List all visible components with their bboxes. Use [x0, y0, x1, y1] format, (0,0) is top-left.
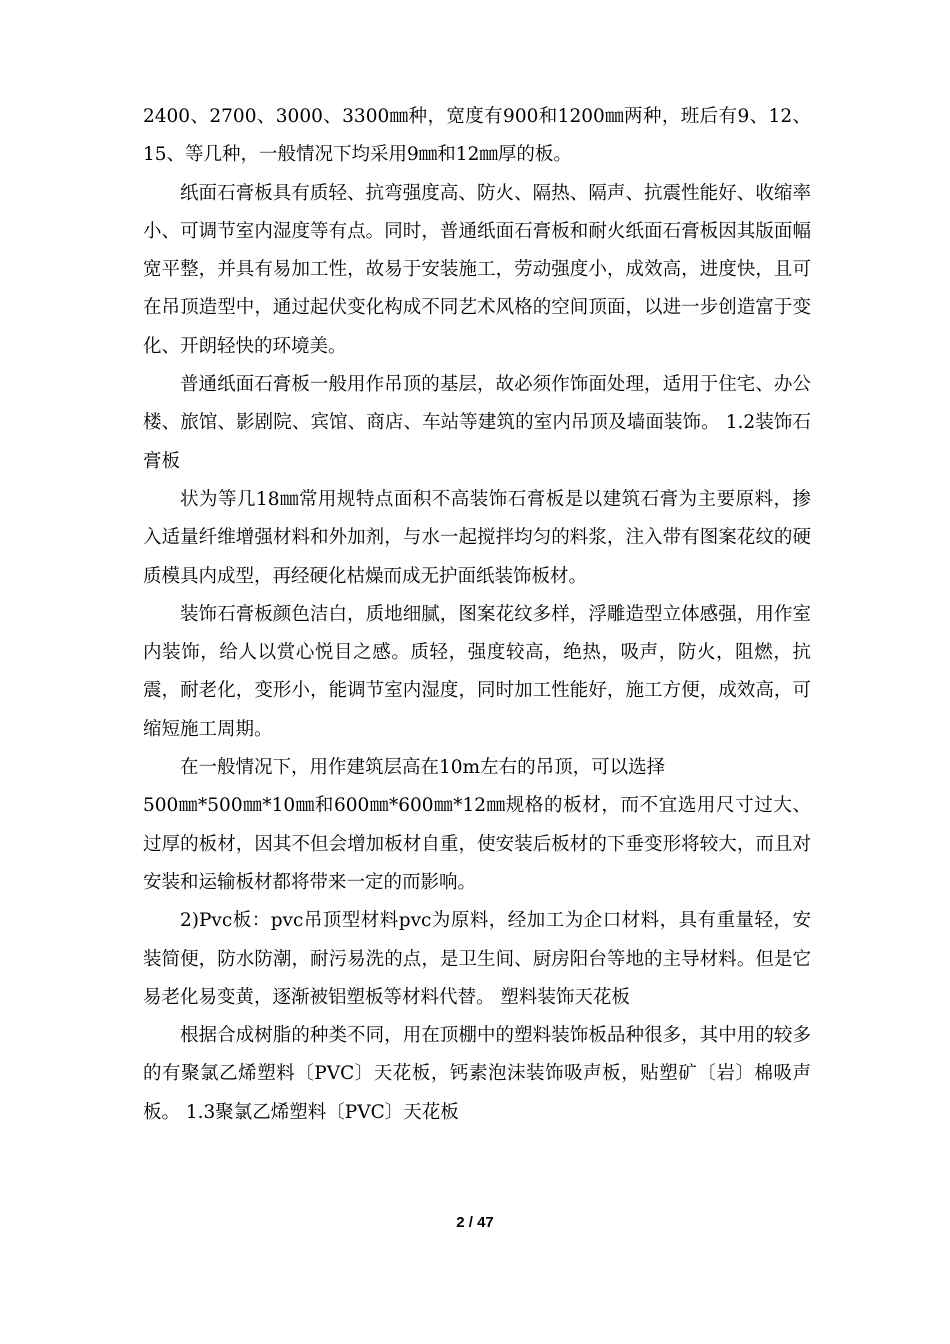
page-number: 2 / 47	[456, 1214, 494, 1231]
paragraph-decorative-gypsum-board: 状为等几18㎜常用规特点面积不高装饰石膏板是以建筑石膏为主要原料，掺入适量纤维增强材料和外加剂，与水一起搅拌均匀的料浆，注入带有图案花纹的硬质模具内成型，再经硬化枯燥而成无护面纸装饰板材。	[143, 488, 811, 587]
body-text	[143, 98, 811, 1132]
paragraph-board-specifications: 500㎜*500㎜*10㎜和600㎜*600㎜*12㎜规格的板材，而不宜选用尺寸过大、过厚的板材，因其不但会增加板材自重，使安装后板材的下垂变形将较大，而且对安装和运输板材都将带来一定的而影响。	[143, 795, 811, 893]
paragraph-gypsum-board-sizes: 2400、2700、3000、3300㎜种，宽度有900和1200㎜两种，班后有9、12、15、等几种，一般情况下均采用9㎜和12㎜厚的板。	[143, 106, 811, 166]
paragraph-ceiling-selection: 在一般情况下，用作建筑层高在10m左右的吊顶，可以选择	[180, 757, 666, 779]
paragraph-decorative-gypsum-features: 装饰石膏板颜色洁白，质地细腻，图案花纹多样，浮雕造型立体感强，用作室内装饰，给人以赏心悦目之感。质轻，强度较高，绝热，吸声，防火，阻燃，抗震，耐老化，变形小，能调节室内湿度，同时加工性能好，施工方便，成效高，可缩短施工周期。	[143, 603, 811, 740]
paragraph-plastic-ceiling: 根据合成树脂的种类不同，用在顶棚中的塑料装饰板品种很多，其中用的较多的有聚氯乙烯塑料〔PVC〕天花板，钙素泡沫装饰吸声板，贴塑矿〔岩〕棉吸声板。 1.3聚氯乙烯塑料〔PVC〕天花板	[143, 1025, 811, 1123]
paragraph-gypsum-board-properties: 纸面石膏板具有质轻、抗弯强度高、防火、隔热、隔声、抗震性能好、收缩率小、可调节室内湿度等有点。同时，普通纸面石膏板和耐火纸面石膏板因其版面幅宽平整，并具有易加工性，故易于安装施工，劳动强度小，成效高，进度快，且可在吊顶造型中，通过起伏变化构成不同艺术风格的空间顶面，以进一步创造富于变化、开朗轻快的环境美。	[143, 182, 811, 357]
paragraph-pvc-board: 2)Pvc板：pvc吊顶型材料pvc为原料，经加工为企口材料，具有重量轻，安装简便，防水防潮，耐污易洗的点，是卫生间、厨房阳台等地的主导材料。但是它易老化易变黄，逐渐被铝塑板等材料代替。 塑料装饰天花板	[143, 910, 811, 1008]
paragraph-gypsum-board-usage: 普通纸面石膏板一般用作吊顶的基层，故必须作饰面处理，适用于住宅、办公楼、旅馆、影剧院、宾馆、商店、车站等建筑的室内吊顶及墙面装饰。 1.2装饰石膏板	[143, 374, 811, 472]
